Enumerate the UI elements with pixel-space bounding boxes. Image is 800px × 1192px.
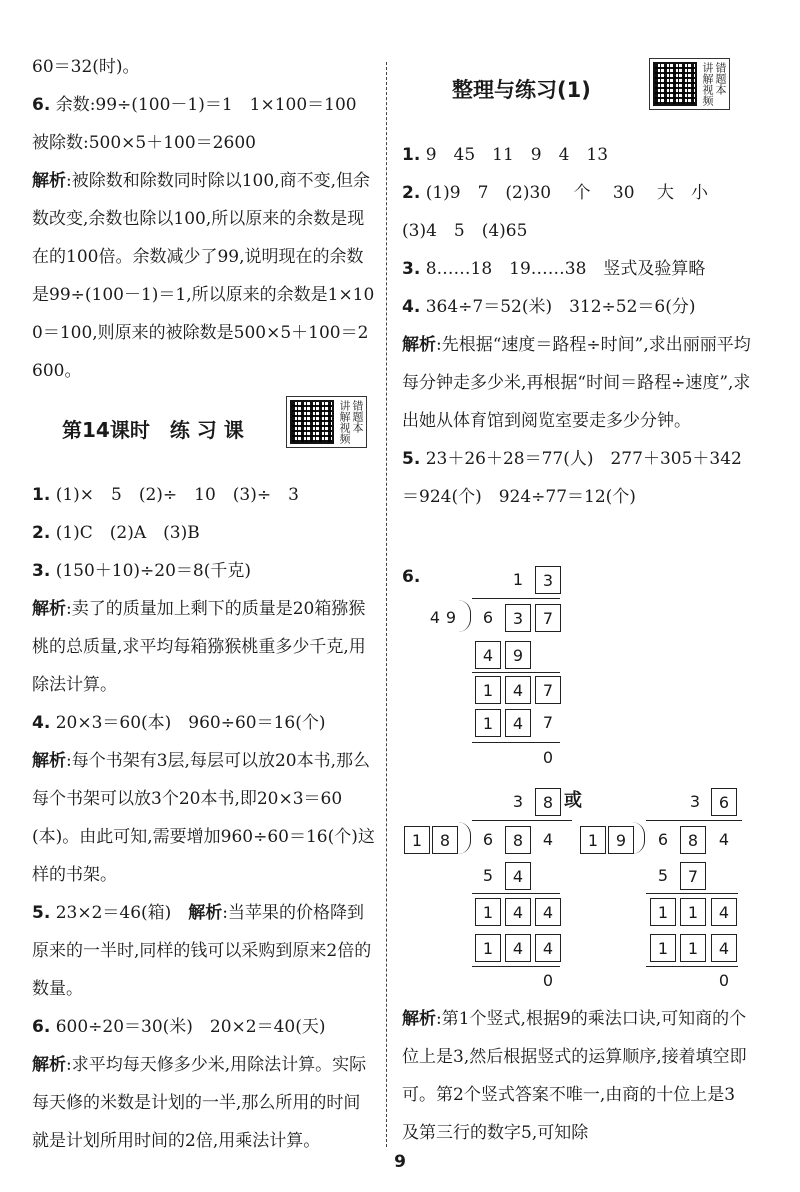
- answer-6-dividend: 被除数:500×5＋100＝2600: [32, 133, 256, 153]
- remainder: 0: [718, 971, 730, 990]
- division-bar: [472, 598, 560, 599]
- row-digit: 5: [482, 866, 494, 885]
- lesson-title: 第14课时 练 习 课: [62, 418, 244, 442]
- row-box: 1: [475, 898, 501, 926]
- row-box: 4: [535, 898, 561, 926]
- row-box: 4: [475, 641, 501, 669]
- divisor-box: 8: [432, 826, 458, 854]
- division-bracket: [458, 600, 471, 632]
- divisor-box: 1: [580, 826, 606, 854]
- dividend-box: 8: [680, 826, 706, 854]
- row-box: 4: [711, 934, 737, 962]
- subtract-line: [472, 742, 560, 743]
- review-answer-4: 4. 364÷7＝52(米) 312÷52＝6(分): [402, 297, 696, 317]
- review-answer-1: 1. 9 45 11 9 4 13: [402, 145, 609, 165]
- row-box: 1: [650, 934, 676, 962]
- divisor-box: 1: [404, 826, 430, 854]
- row-box: 4: [711, 898, 737, 926]
- qr-code-label: 讲解视频 错题本: [701, 62, 727, 106]
- division-bracket: [632, 822, 645, 854]
- answer-6b-explanation: 解析:求平均每天修多少米,用除法计算。实际每天修的米数是计划的一半,那么所用的时间就是计划所用时间的2倍,用乘法计算。: [32, 1055, 367, 1151]
- section-title: 整理与练习(1): [452, 78, 591, 102]
- dividend-digit: 6: [657, 830, 669, 849]
- review-answer-6-label: 6.: [402, 567, 421, 587]
- dividend-box: 3: [505, 604, 531, 632]
- dividend-digit: 4: [718, 830, 730, 849]
- qr-code-block[interactable]: [286, 396, 367, 448]
- row-box: 4: [505, 898, 531, 926]
- dividend-digit: 6: [482, 830, 494, 849]
- quotient-box: 8: [535, 788, 561, 816]
- row-box: 1: [680, 898, 706, 926]
- divisor-box: 9: [608, 826, 634, 854]
- review-answer-2: 2. (1)9 7 (2)30 个 30 大 小: [402, 183, 708, 203]
- division-bracket: [458, 822, 471, 854]
- qr-code-label: 讲解视频 错题本: [338, 400, 364, 444]
- section-header: [402, 48, 752, 136]
- dividend-digit: 6: [482, 608, 494, 627]
- row-digit: 7: [542, 713, 554, 732]
- row-digit: 5: [657, 866, 669, 885]
- row-box: 9: [505, 641, 531, 669]
- row-box: 4: [535, 934, 561, 962]
- row-box: 1: [650, 898, 676, 926]
- answer-3: 3. (150＋10)÷20＝8(千克): [32, 561, 252, 581]
- review-answer-5: 5. 23＋26＋28＝77(人) 277＋305＋342＝924(个) 924÷77＝12(个): [402, 449, 742, 507]
- answer-5: 5. 23×2＝46(箱) 解析:当苹果的价格降到原来的一半时,同样的钱可以采购到原来2倍的数量。: [32, 903, 372, 999]
- answer-6: 6. 余数:99÷(100－1)＝1 1×100＝100: [32, 95, 357, 115]
- answer-3-explanation: 解析:卖了的质量加上剩下的质量是20箱猕猴桃的总质量,求平均每箱猕猴桃重多少千克,用除法计算。: [32, 599, 366, 695]
- lesson-header: [32, 390, 377, 476]
- dividend-digit: 4: [542, 830, 554, 849]
- dividend-box: 7: [535, 604, 561, 632]
- row-box: 7: [535, 676, 561, 704]
- quotient-digit: 1: [512, 570, 524, 589]
- answer-2: 2. (1)C (2)A (3)B: [32, 523, 200, 543]
- answer-6-explanation: 解析:被除数和除数同时除以100,商不变,但余数改变,余数也除以100,所以原来的余数是现在的100倍。余数减少了99,说明现在的余数是99÷(100－1)＝1,所以原来的余数是1×100＝100,则原来的被除数是500×5＋100＝2600。: [32, 171, 375, 381]
- column-divider: [386, 62, 387, 1147]
- answer-4-explanation: 解析:每个书架有3层,每层可以放20本书,那么每个书架可以放3个20本书,即20×3＝60(本)。由此可知,需要增加960÷60＝16(个)这样的书架。: [32, 751, 375, 885]
- qr-code-icon[interactable]: [290, 400, 334, 444]
- row-box: 4: [505, 676, 531, 704]
- row-box: 1: [475, 709, 501, 737]
- answer-1: 1. (1)× 5 (2)÷ 10 (3)÷ 3: [32, 485, 299, 505]
- review-answer-4-explanation: 解析:先根据“速度＝路程÷时间”,求出丽丽平均每分钟走多少米,再根据“时间＝路程÷速度”,求出她从体育馆到阅览室要走多少分钟。: [402, 335, 751, 431]
- review-answer-6-explanation-block: [402, 1000, 752, 1152]
- row-box: 4: [505, 934, 531, 962]
- review-answer-2-cont: (3)4 5 (4)65: [402, 221, 528, 241]
- divisor-digit: 9: [445, 608, 457, 627]
- right-column: [402, 48, 752, 516]
- subtract-line: [472, 672, 560, 673]
- remainder: 0: [542, 971, 554, 990]
- quotient-box: 3: [535, 566, 561, 594]
- review-answer-3: 3. 8……18 19……38 竖式及验算略: [402, 259, 706, 279]
- or-text: 或: [564, 790, 582, 811]
- left-column: [32, 48, 377, 1160]
- qr-code-block-right[interactable]: [649, 58, 730, 110]
- division-bar: [472, 820, 572, 821]
- answer-4: 4. 20×3＝60(本) 960÷60＝16(个): [32, 713, 326, 733]
- row-box: 1: [680, 934, 706, 962]
- row-box: 4: [505, 709, 531, 737]
- remainder: 0: [542, 748, 554, 767]
- row-box: 7: [680, 862, 706, 890]
- divisor-digit: 4: [429, 608, 441, 627]
- page-number: 9: [394, 1152, 406, 1172]
- answer-6b: 6. 600÷20＝30(米) 20×2＝40(天): [32, 1017, 326, 1037]
- subtract-line: [646, 893, 738, 894]
- division-bar: [646, 820, 742, 821]
- quotient-digit: 3: [512, 792, 524, 811]
- row-box: 1: [475, 934, 501, 962]
- row-box: 4: [505, 862, 531, 890]
- row-box: 1: [475, 676, 501, 704]
- review-answer-6-explanation: 解析:第1个竖式,根据9的乘法口诀,可知商的个位上是3,然后根据竖式的运算顺序,接着填空即可。第2个竖式答案不唯一,由商的十位上是3及第三行的数字5,可知除: [402, 1009, 747, 1143]
- qr-code-icon[interactable]: [653, 62, 697, 106]
- quotient-box: 6: [711, 788, 737, 816]
- quotient-digit: 3: [689, 792, 701, 811]
- subtract-line: [472, 893, 560, 894]
- line-continuation: 60＝32(时)。: [32, 57, 140, 77]
- dividend-box: 8: [505, 826, 531, 854]
